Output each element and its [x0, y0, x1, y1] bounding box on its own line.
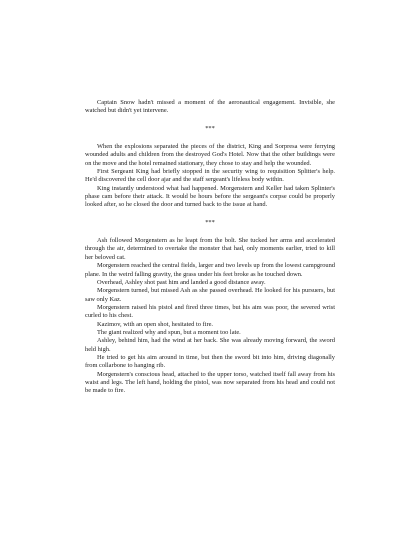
paragraph: He tried to get his aim around in time, but then the sword bit into him, driving diagonally from collarbone to hanging rib. [85, 353, 335, 370]
section-break: *** [205, 218, 215, 226]
section-break: *** [205, 124, 215, 132]
spacer [85, 210, 335, 219]
paragraph: Ash followed Morgenstern as he leapt from the bolt. She tucked her arms and accelerated through the air, determined to overtake the monster that had, only moments earlier, tried to kill her beloved cat. [85, 237, 335, 261]
paragraph: Kazimov, with an open shot, hesitated to fire. [97, 320, 214, 328]
paragraph: The giant realized why and spun, but a moment too late. [97, 328, 241, 336]
body-text [85, 99, 335, 396]
paragraph: When the explosions separated the pieces of the district, King and Sorpresa were ferrying wounded adults and children from the destroyed God's Hotel. Now that the other buildings were on the move and the hotel remained stationary, they chose to stay and help the wounded. [85, 143, 335, 167]
paragraph: Captain Snow hadn't missed a moment of the aeronautical engagement. Invisible, she watched but didn't yet intervene. [85, 99, 335, 115]
paragraph: Overhead, Ashley shot past him and landed a good distance away. [97, 278, 266, 286]
paragraph: Ashley, behind him, had the wind at her back. She was already moving forward, the sword held high. [85, 337, 335, 353]
paragraph: King instantly understood what had happened. Morgenstern and Keller had taken Splinter's phase cam before their attack. It would be hours before the sergeant's corpse could be properly looked after, so he closed the door and turned back to the issue at hand. [85, 184, 335, 209]
spacer [85, 227, 335, 237]
paragraph: Morgenstern raised his pistol and fired three times, but his aim was poor, the severed wrist curled to his chest. [85, 303, 335, 320]
paragraph: First Sergeant King had briefly stopped in the security wing to requisition Splitter's help. He'd discovered the cell door ajar and the staff sergeant's lifeless body within. [85, 168, 335, 184]
spacer [85, 116, 335, 125]
paragraph: Morgenstern's conscious head, attached to the upper torso, watched itself fall away from his waist and legs. The left hand, holding the pistol, was now separated from his head and could not be made to fire. [85, 370, 335, 395]
paragraph: Morgenstern turned, but missed Ash as she passed overhead. He looked for his pursuers, but saw only Kaz. [85, 287, 335, 303]
paragraph: Morgenstern reached the central fields, larger and two levels up from the lowest campground plane. In the weird falling gravity, the grass under his feet broke as he touched down. [85, 262, 335, 278]
spacer [85, 133, 335, 143]
